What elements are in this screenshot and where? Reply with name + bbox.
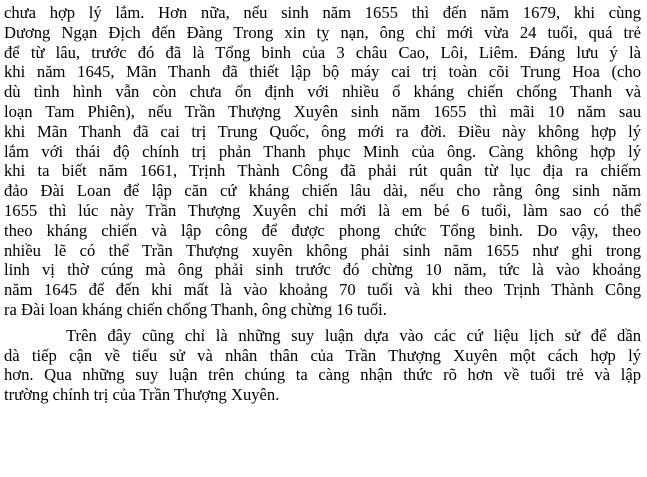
text-line: năm 1645 để đến khi mất là vào khoảng 70 tuổi và khi theo Trịnh Thành Công bbox=[4, 280, 641, 300]
text-line: đảo Đài Loan để lập căn cứ kháng chiến lâu dài, nếu cho rằng ông sinh năm bbox=[4, 181, 641, 201]
text-line: lắm với thái độ chính trị phản Thanh phục Minh của ông. Càng không hợp lý bbox=[4, 141, 641, 161]
text-line: loạn Tam Phiên), nếu Trần Thượng Xuyên sinh năm 1655 thì mãi 10 năm sau bbox=[4, 101, 641, 121]
text-line: hơn. Qua những suy luận trên chúng ta càng nhận thức rõ hơn về tuổi trẻ và lập bbox=[4, 365, 641, 385]
paragraph-1 bbox=[4, 3, 641, 320]
text-line: trường chính trị của Trần Thượng Xuyên. bbox=[4, 385, 280, 405]
text-line: ra Đài loan kháng chiến chống Thanh, ông chừng 16 tuổi. bbox=[4, 299, 387, 319]
text-line: chưa hợp lý lắm. Hơn nữa, nếu sinh năm 1655 thì đến năm 1679, khi cùng bbox=[4, 3, 641, 22]
text-line: Trên đây cũng chỉ là những suy luận dựa vào các cứ liệu lịch sử để dần bbox=[66, 325, 641, 345]
paragraph-2 bbox=[4, 326, 641, 405]
text-line: theo kháng chiến và lập công để được phong chức Tổng binh. Do vậy, theo bbox=[4, 220, 641, 240]
text-line: khi năm 1645, Mãn Thanh đã thiết lập bộ máy cai trị toàn cõi Trung Hoa (cho bbox=[4, 62, 641, 82]
text-line: 1655 thì lúc này Trần Thượng Xuyên chỉ mới là em bé 6 tuổi, làm sao có thể bbox=[4, 200, 641, 220]
text-line: Dương Ngạn Địch đến Đàng Trong xin tỵ nạn, ông chỉ mới vừa 24 tuổi, quá trẻ bbox=[4, 22, 641, 42]
text-line: khi Mãn Thanh đã cai trị Trung Quốc, ông mới ra đời. Điều này không hợp lý bbox=[4, 121, 641, 141]
text-line: khi ta biết năm 1661, Trịnh Thành Công đã phải rút quân từ lục địa ra chiếm bbox=[4, 161, 641, 181]
text-line: dà tiếp cận về tiểu sử và nhân thân của Trần Thượng Xuyên một cách hợp lý bbox=[4, 345, 641, 365]
text-line: để từ lâu, trước đó đã là Tổng binh của 3 châu Cao, Lôi, Liêm. Đáng lưu ý là bbox=[4, 42, 641, 62]
text-line: dù tình hình vẫn còn chưa ổn định với nhiều ổ kháng chiến chống Thanh và bbox=[4, 82, 641, 102]
text-line: nhiều lẽ có thể Trần Thượng xuyên không phải sinh năm 1655 như ghi trong bbox=[4, 240, 641, 260]
text-line: linh vị thờ cúng mà ông phải sinh trước đó chừng 10 năm, tức là vào khoảng bbox=[4, 260, 641, 280]
